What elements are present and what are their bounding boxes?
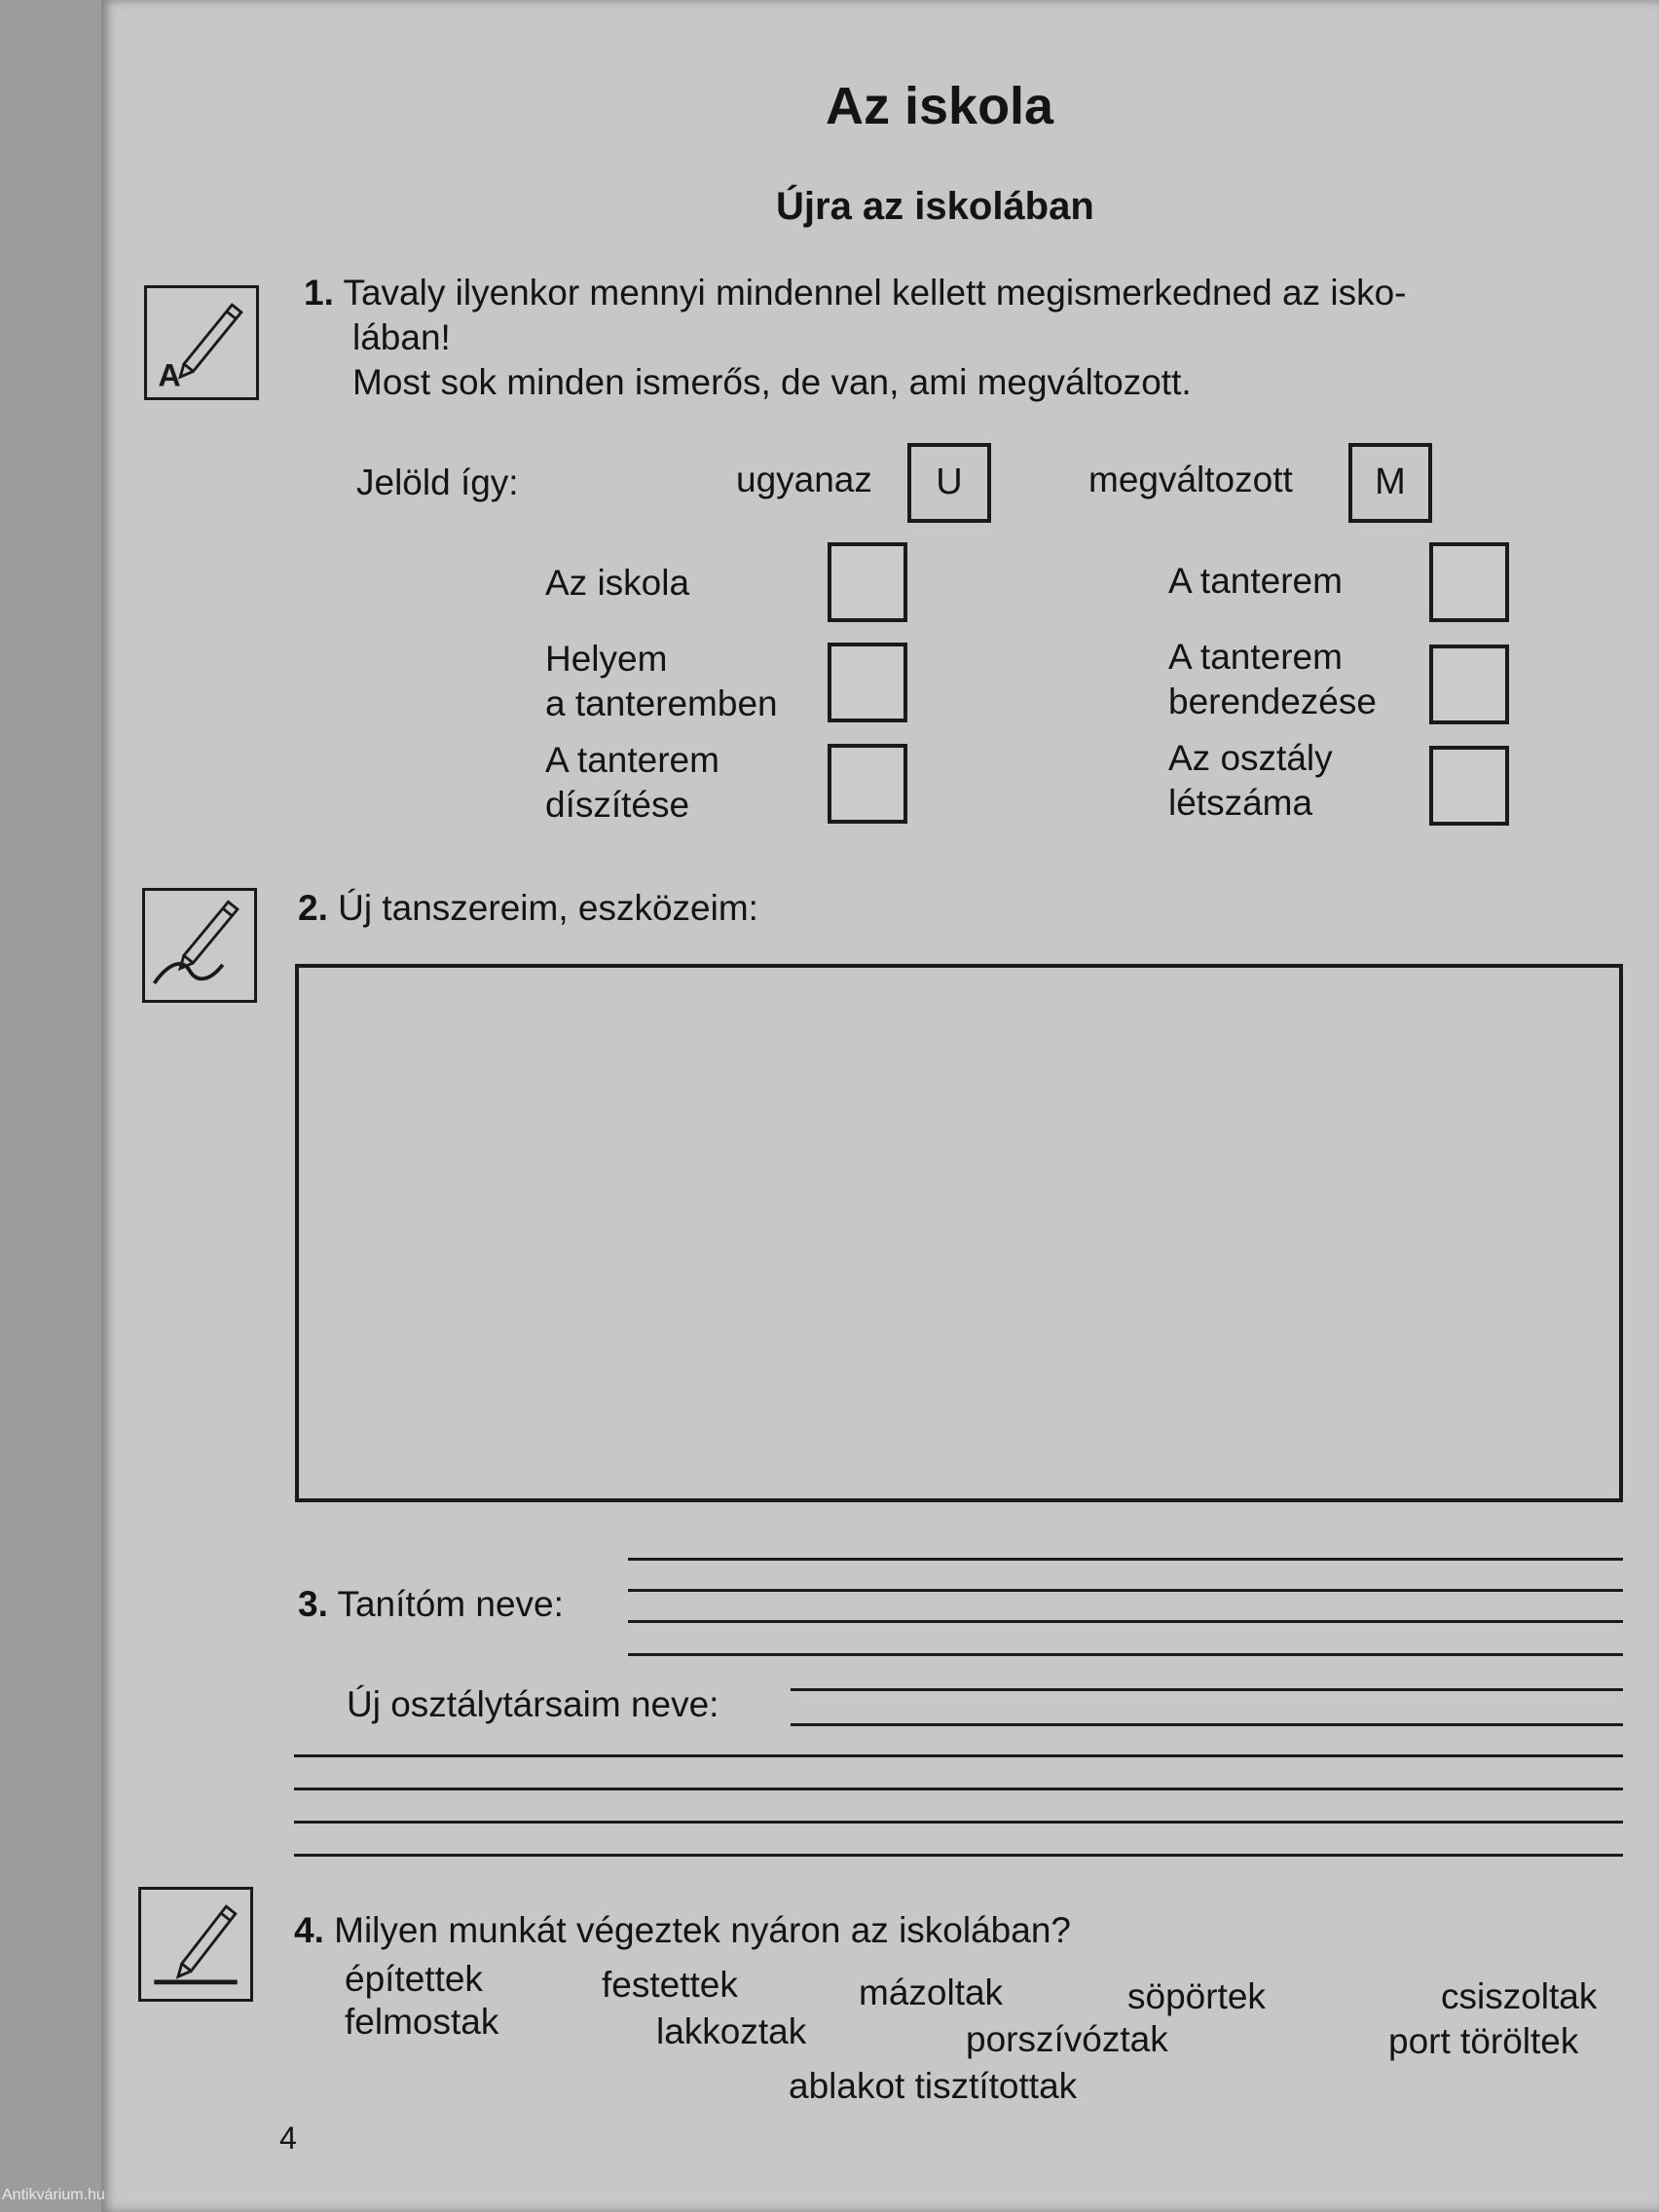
item-school-label (545, 561, 689, 606)
legend-label: Jelöld így: (356, 462, 519, 502)
word-option: ablakot tisztítottak (789, 2066, 1078, 2106)
item-school-checkbox[interactable] (828, 542, 907, 622)
item-decoration-checkbox[interactable] (828, 744, 907, 824)
word-option: port töröltek (1388, 2021, 1579, 2061)
classmates-answer-line[interactable] (791, 1723, 1623, 1726)
q3-teacher-text (298, 1582, 564, 1627)
word-option: porszívóztak (966, 2019, 1168, 2059)
item-decoration-line2: díszítése (545, 785, 690, 825)
teacher-label: Tanítóm neve: (337, 1584, 564, 1624)
item-headcount-line2: létszáma (1168, 783, 1313, 823)
watermark: Antikvárium.hu (2, 2187, 105, 2203)
item-decoration-label (545, 738, 719, 828)
item-furniture-line1: A tanterem (1168, 637, 1343, 677)
item-seat-checkbox[interactable] (828, 643, 907, 722)
item-classroom-label (1168, 559, 1343, 604)
classmates-answer-line[interactable] (294, 1821, 1623, 1824)
item-classroom-line1: A tanterem (1168, 561, 1343, 601)
teacher-answer-line[interactable] (628, 1653, 1623, 1656)
classmates-answer-line[interactable] (791, 1688, 1623, 1691)
pencil-writing-icon (142, 888, 257, 1003)
item-headcount-checkbox[interactable] (1429, 746, 1509, 826)
icon-letter: A (158, 357, 181, 393)
legend-same-label: ugyanaz (736, 460, 872, 499)
classmates-answer-line[interactable] (294, 1754, 1623, 1757)
item-decoration-line1: A tanterem (545, 740, 719, 780)
legend-changed-label: megváltozott (1088, 460, 1293, 499)
q2-prompt: Új tanszereim, eszközeim: (338, 888, 758, 928)
word-option: felmostak (345, 2002, 499, 2042)
q1-line1: Tavaly ilyenkor mennyi mindennel kellett megismerkedned az isko- (343, 273, 1407, 313)
teacher-answer-line[interactable] (628, 1620, 1623, 1623)
page-number: 4 (279, 2120, 297, 2156)
classmates-answer-line[interactable] (294, 1788, 1623, 1790)
item-headcount-line1: Az osztály (1168, 738, 1333, 778)
word-option: csiszoltak (1441, 1976, 1598, 2016)
pencil-letter-a-icon (144, 285, 259, 400)
item-furniture-checkbox[interactable] (1429, 645, 1509, 724)
item-furniture-line2: berendezése (1168, 682, 1377, 721)
q2-number: 2. (298, 888, 328, 928)
word-option: söpörtek (1127, 1976, 1266, 2016)
word-option: építettek (345, 1959, 483, 1999)
item-classroom-checkbox[interactable] (1429, 542, 1509, 622)
item-furniture-label (1168, 635, 1377, 724)
classmates-answer-line[interactable] (294, 1854, 1623, 1857)
q3-number: 3. (298, 1584, 328, 1624)
page-subtitle: Újra az iskolában (776, 185, 1094, 228)
word-option: festettek (602, 1965, 738, 2005)
q4-text (294, 1908, 1071, 1953)
q1-text (304, 271, 1618, 405)
q4-number: 4. (294, 1910, 324, 1950)
pencil-underline-icon (138, 1887, 253, 2002)
item-seat-line2: a tanteremben (545, 683, 778, 723)
q1-line3: Most sok minden ismerős, de van, ami megváltozott. (352, 362, 1192, 402)
teacher-answer-line[interactable] (628, 1589, 1623, 1592)
tools-answer-area[interactable] (295, 964, 1623, 1502)
q2-text (298, 886, 758, 931)
item-school-line1: Az iskola (545, 563, 690, 603)
q1-number: 1. (304, 273, 334, 313)
legend-same-box: U (907, 443, 991, 523)
item-seat-label (545, 637, 778, 726)
word-option: lakkoztak (656, 2011, 807, 2051)
teacher-answer-line[interactable] (628, 1558, 1623, 1561)
legend-changed-box: M (1348, 443, 1432, 523)
q1-line2: lában! (352, 317, 451, 357)
page-title: Az iskola (826, 77, 1054, 135)
item-headcount-label (1168, 736, 1333, 826)
classmates-label: Új osztálytársaim neve: (347, 1684, 719, 1724)
item-seat-line1: Helyem (545, 639, 668, 679)
word-option: mázoltak (859, 1972, 1004, 2012)
q4-prompt: Milyen munkát végeztek nyáron az iskolában? (334, 1910, 1071, 1950)
